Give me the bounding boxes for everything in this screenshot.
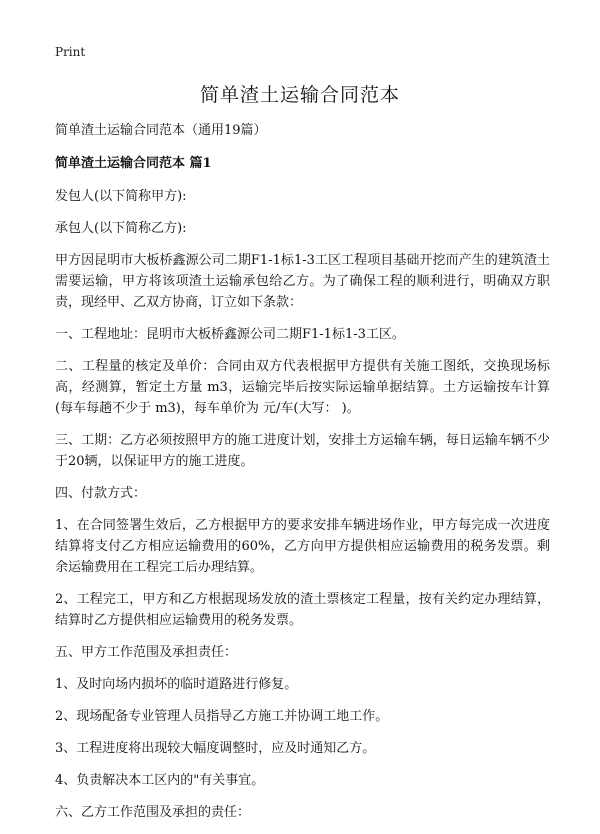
paragraph-duty-4: 4、负责解决本工区内的"有关事宜。 bbox=[55, 773, 265, 788]
paragraph-clause-5: 五、甲方工作范围及承担责任： bbox=[55, 645, 238, 660]
paragraph-clause-2: 二、工程量的核定及单价：合同由双方代表根据甲方提供有关施工图纸，交换现场标高，经测算，暂定土方量 m3，运输完毕后按实际运输单据结算。土方运输按车计算(每车每趟不少于 m3)，每车单价为 元/车(大写： )。 bbox=[55, 359, 550, 416]
paragraph-duty-1: 1、及时向场内损坏的临时道路进行修复。 bbox=[55, 677, 298, 692]
paragraph-clause-3: 三、工期：乙方必须按照甲方的施工进度计划，安排土方运输车辆，每日运输车辆不少于20辆，以保证甲方的施工进度。 bbox=[55, 433, 550, 469]
document-subtitle: 简单渣土运输合同范本（通用19篇） bbox=[55, 123, 267, 138]
paragraph-clause-1: 一、工程地址：昆明市大板桥鑫源公司二期F1-1标1-3工区。 bbox=[55, 327, 405, 342]
document-body bbox=[55, 120, 550, 834]
paragraph-employer: 发包人(以下简称甲方): bbox=[55, 189, 187, 204]
paragraph-duty-3: 3、工程进度将出现较大幅度调整时，应及时通知乙方。 bbox=[55, 741, 376, 756]
paragraph-duty-2: 2、现场配备专业管理人员指导乙方施工并协调工地工作。 bbox=[55, 709, 389, 724]
paragraph-payment-2: 2、工程完工，甲方和乙方根据现场发放的渣土票核定工程量，按有关约定办理结算，结算时乙方提供相应运输费用的税务发票。 bbox=[55, 592, 550, 628]
section-title: 简单渣土运输合同范本 篇1 bbox=[55, 156, 212, 171]
paragraph-contractor: 承包人(以下简称乙方): bbox=[55, 221, 187, 236]
paragraph-clause-6: 六、乙方工作范围及承担的责任： bbox=[55, 805, 251, 820]
paragraph-clause-4: 四、付款方式： bbox=[55, 486, 147, 501]
paragraph-payment-1: 1、在合同签署生效后，乙方根据甲方的要求安排车辆进场作业，甲方每完成一次进度结算将支付乙方相应运输费用的60%，乙方向甲方提供相应运输费用的税务发票。剩余运输费用在工程完工后办理结算。 bbox=[55, 518, 550, 575]
document-title: 简单渣土运输合同范本 bbox=[199, 84, 400, 106]
paragraph-preamble: 甲方因昆明市大板桥鑫源公司二期F1-1标1-3工区工程项目基础开挖而产生的建筑渣土需要运输，甲方将该项渣土运输承包给乙方。为了确保工程的顺利进行，明确双方职责，现经甲、乙双方协商，订立如下条款： bbox=[55, 253, 550, 310]
print-link[interactable]: Print bbox=[55, 45, 86, 59]
